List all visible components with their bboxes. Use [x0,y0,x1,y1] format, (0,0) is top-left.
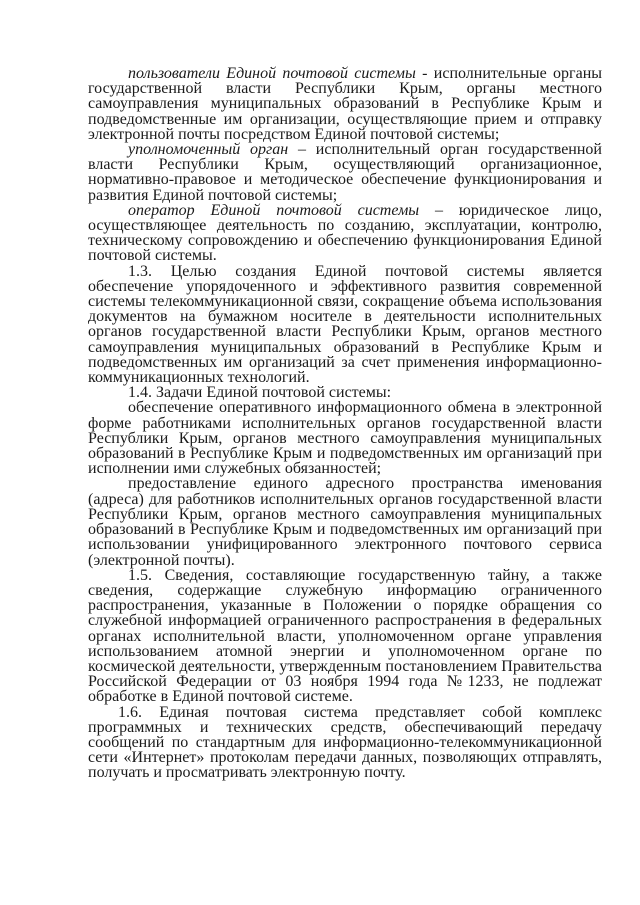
paragraph-text: предоставление единого адресного пространства именования (адреса) для работников исполнительных органов государственной власти Республики Крым, органов местного самоуправления муниципальных образований в Республике Крым и подведомственных им организаций при использовании унифицированного электронного почтового сервиса (электронной почты). [88,475,602,569]
term: пользователи Единой почтовой системы [128,65,416,82]
paragraph-text: 1.5. Сведения, составляющие государственную тайну, а также сведения, содержащие служебную информацию ограниченного распространения, указанные в Положении о порядке обращения со служебной информацией ограниченного распространения в федеральных органах исполнительной власти, уполномоченном органе управления использованием атомной энергии и уполномоченном органе по космической деятельности, утвержденным постановлением Правительства Российской Федерации от 03 ноября 1994 года №1233, не подлежат обработке в Единой почтовой системе. [88,566,602,706]
definition-text: - исполнительные органы государственной власти Республики Крым, органы местного самоуправления муниципальных образований в Республике Крым и подведомственные им организации, осуществляющие прием и отправку электронной почты посредством Единой почтовой системы; [88,65,603,143]
paragraph-text: обеспечение оперативного информационного обмена в электронной форме работниками исполнительных органов государственной власти Республики Крым, органов местного самоуправления муниципальных образований в Республике Крым и подведомственных им организаций при исполнении ими служебных обязанностей; [88,399,602,478]
paragraph-text: 1.4. Задачи Единой почтовой системы: [128,384,392,402]
section-1-3 [88,264,602,386]
definition-users [88,66,602,142]
task-item [88,400,602,476]
definition-text: – юридическое лицо, осуществляющее деятельность по созданию, эксплуатации, контролю, техническому сопровождению и обеспечению функционирования Единой почтовой системы. [88,201,603,265]
section-1-6 [88,705,602,781]
term: уполномоченный орган [128,141,289,159]
section-1-4-heading [88,385,602,400]
paragraph-text: 1.6. Единая почтовая система представляет собой комплекс программных и технических средств, обеспечивающий передачу сообщений по стандартным для информационно-телекоммуникационной сети «Интернет» протоколам передачи данных, позволяющих отправлять, получать и просматривать электронную почту. [88,703,602,782]
definition-text: – исполнительный орган государственной власти Республики Крым, осуществляющий организационное, нормативно-правовое и методическое обеспечение функционирования и развития Единой почтовой системы; [88,141,602,204]
term: оператор Единой почтовой системы [128,201,420,219]
task-item [88,476,602,567]
section-1-5 [88,568,602,705]
paragraph-text: 1.3. Целью создания Единой почтовой системы является обеспечение упорядоченного и эффективного развития современной системы телекоммуникационной связи, сокращение объема использования документов на бумажном носителе в деятельности исполнительных органов государственной власти Республики Крым, органов местного самоуправления муниципальных образований в Республике Крым и подведомственных им организаций за счет применения информационно-коммуникационных технологий. [88,262,602,387]
definition-operator [88,203,602,264]
definition-authorized-body [88,142,602,203]
